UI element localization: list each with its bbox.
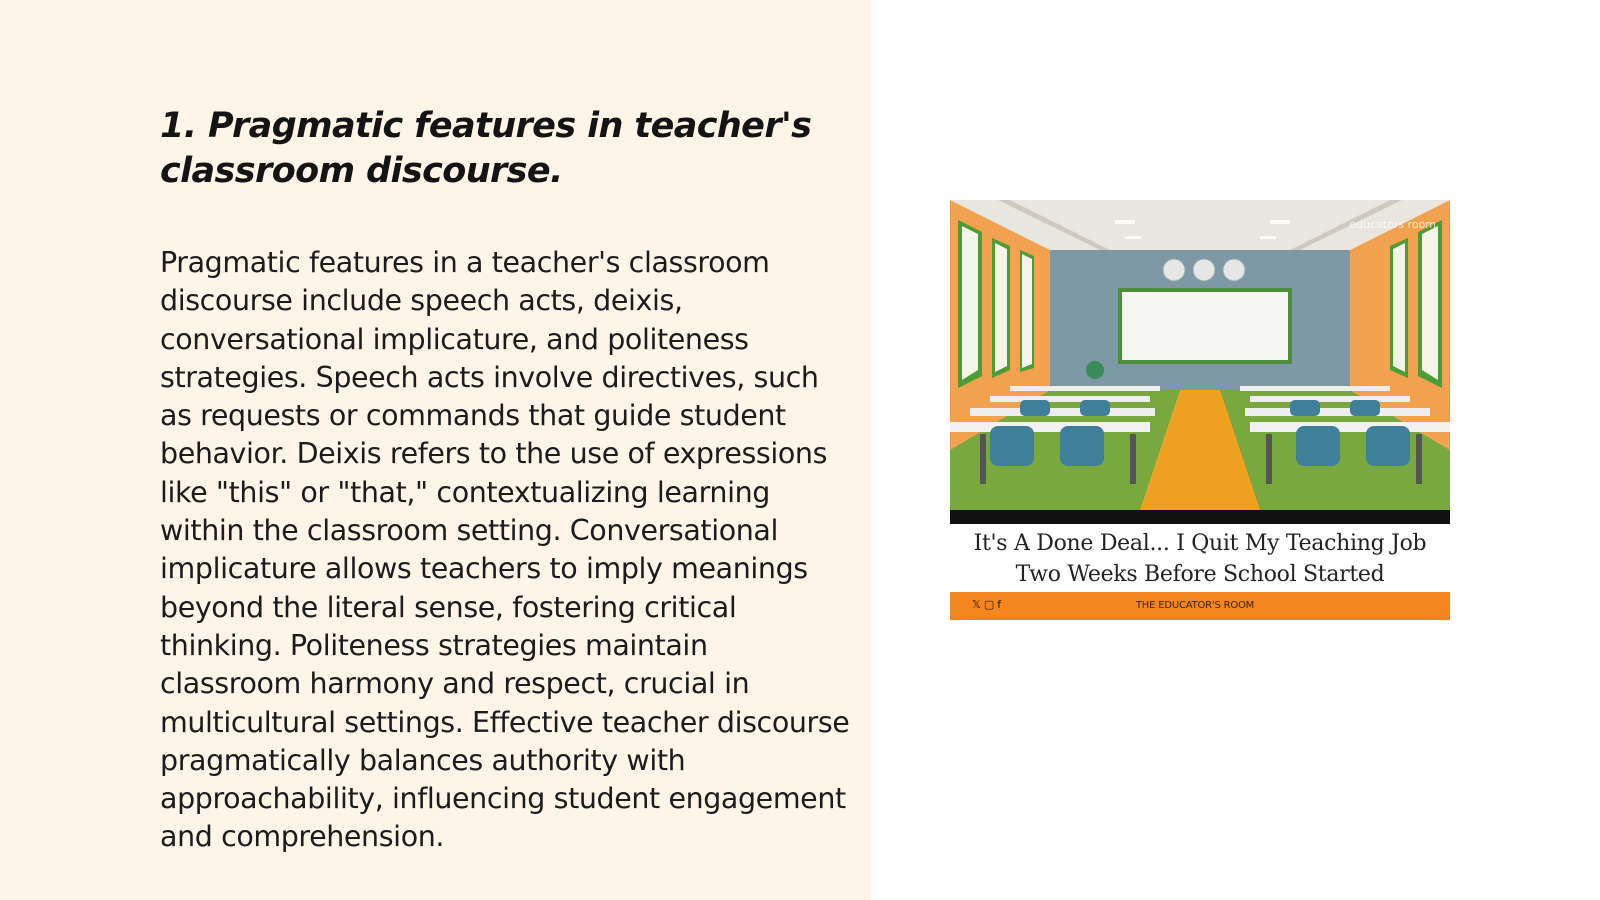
image-divider	[950, 510, 1450, 524]
slide-title: 1. Pragmatic features in teacher's classroom discourse.	[160, 106, 812, 191]
brand-label: THE EDUCATOR'S ROOM	[1135, 600, 1255, 611]
slide-body-text: Pragmatic features in a teacher's classroom discourse include speech acts, deixis, conversational implicature, and politeness strategies. Speech acts involve directives, such as requests or commands that guide student behavior. Deixis refers to the use of expressions like "this" or "that," contextualizing learning within the classroom setting. Conversational implicature allows teachers to imply meanings beyond the literal sense, fostering critical thinking. Politeness strategies maintain classroom harmony and respect, crucial in multicultural settings. Effective teacher discourse pragmatically balances authority with approachability, influencing student engagement and comprehension.	[160, 246, 850, 854]
article-headline	[950, 528, 1450, 590]
social-media-icons: 𝕏▢f	[972, 598, 1005, 611]
brand-footer-bar	[950, 592, 1450, 620]
photo-watermark: educators room	[1349, 218, 1436, 231]
article-image	[950, 200, 1450, 620]
classroom-photo-icon	[950, 200, 1450, 510]
headline-line-2: Two Weeks Before School Started	[1015, 562, 1385, 587]
headline-line-1: It's A Done Deal... I Quit My Teaching Job	[973, 531, 1427, 556]
